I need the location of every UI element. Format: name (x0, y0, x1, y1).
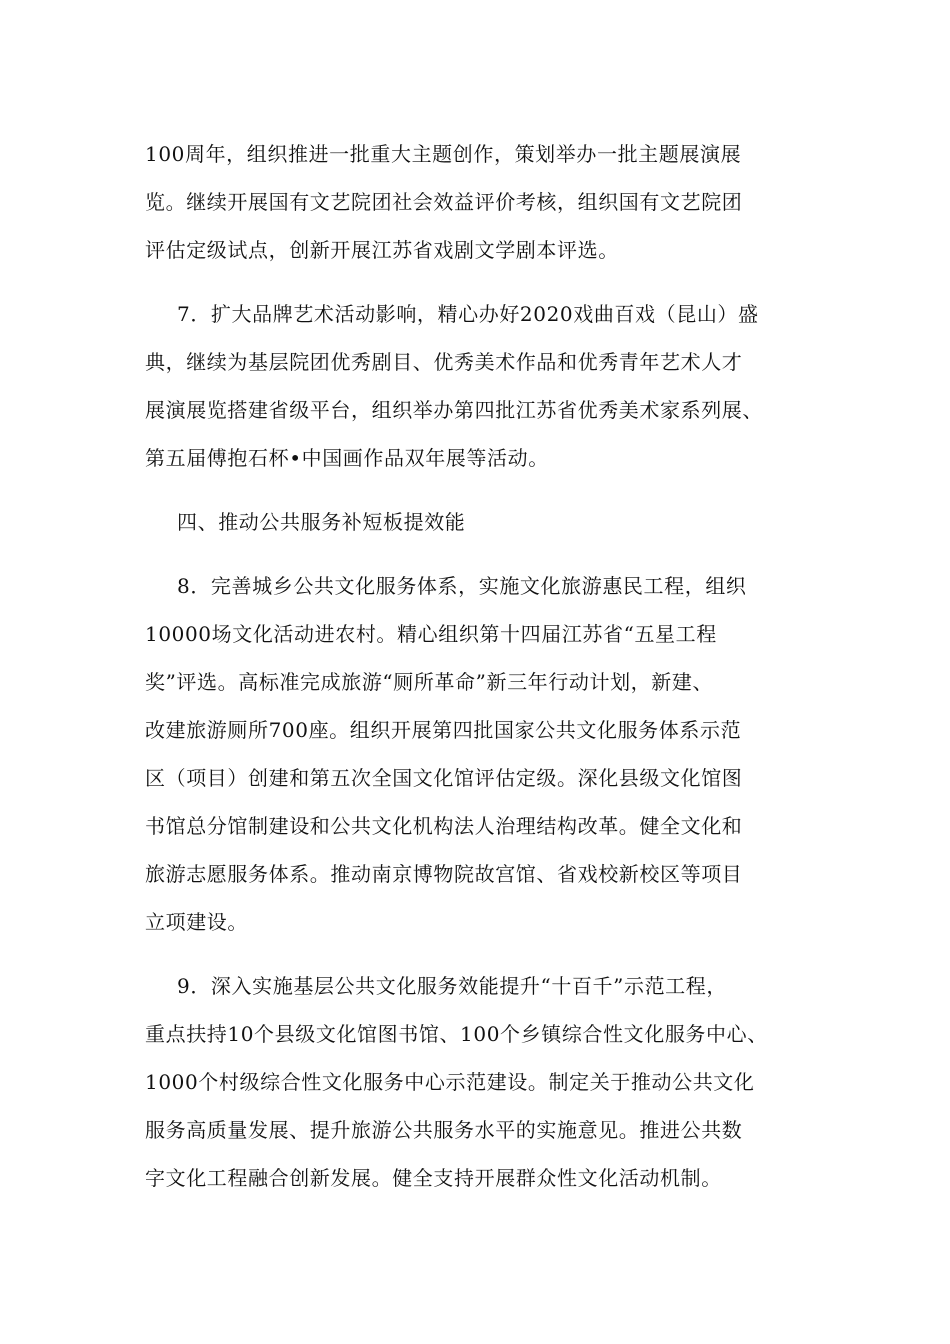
text-line: 展演展览搭建省级平台，组织举办第四批江苏省优秀美术家系列展、 (145, 398, 763, 422)
paragraph-7-first-line: 7．扩大品牌艺术活动影响，精心办好2020戏曲百戏（昆山）盛 (177, 302, 759, 326)
text-line: 服务高质量发展、提升旅游公共服务水平的实施意见。推进公共数 (145, 1118, 743, 1142)
text-line: 10000场文化活动进农村。精心组织第十四届江苏省“五星工程 (145, 622, 717, 646)
text-line: 1000个村级综合性文化服务中心示范建设。制定关于推动公共文化 (145, 1070, 755, 1094)
text-line: 典，继续为基层院团优秀剧目、优秀美术作品和优秀青年艺术人才 (145, 350, 743, 374)
text-line: 评估定级试点，创新开展江苏省戏剧文学剧本评选。 (145, 238, 619, 262)
paragraph-9-first-line: 9．深入实施基层公共文化服务效能提升“十百千”示范工程， (177, 974, 727, 998)
text-line: 书馆总分馆制建设和公共文化机构法人治理结构改革。健全文化和 (145, 814, 743, 838)
text-line: 旅游志愿服务体系。推动南京博物院故宫馆、省戏校新校区等项目 (145, 862, 743, 886)
section-heading: 四、推动公共服务补短板提效能 (177, 510, 466, 534)
text-line: 第五届傅抱石杯•中国画作品双年展等活动。 (145, 446, 549, 470)
text-line: 览。继续开展国有文艺院团社会效益评价考核，组织国有文艺院团 (145, 190, 743, 214)
text-line: 100周年，组织推进一批重大主题创作，策划举办一批主题展演展 (145, 142, 742, 166)
text-line: 改建旅游厕所700座。组织开展第四批国家公共文化服务体系示范 (145, 718, 742, 742)
text-line: 重点扶持10个县级文化馆图书馆、100个乡镇综合性文化服务中心、 (145, 1022, 768, 1046)
text-line: 奖”评选。高标准完成旅游“厕所革命”新三年行动计划，新建、 (145, 670, 714, 694)
paragraph-8-first-line: 8．完善城乡公共文化服务体系，实施文化旅游惠民工程，组织 (177, 574, 747, 598)
text-line: 区（项目）创建和第五次全国文化馆评估定级。深化县级文化馆图 (145, 766, 743, 790)
text-line: 字文化工程融合创新发展。健全支持开展群众性文化活动机制。 (145, 1166, 722, 1190)
text-line: 立项建设。 (145, 910, 248, 934)
